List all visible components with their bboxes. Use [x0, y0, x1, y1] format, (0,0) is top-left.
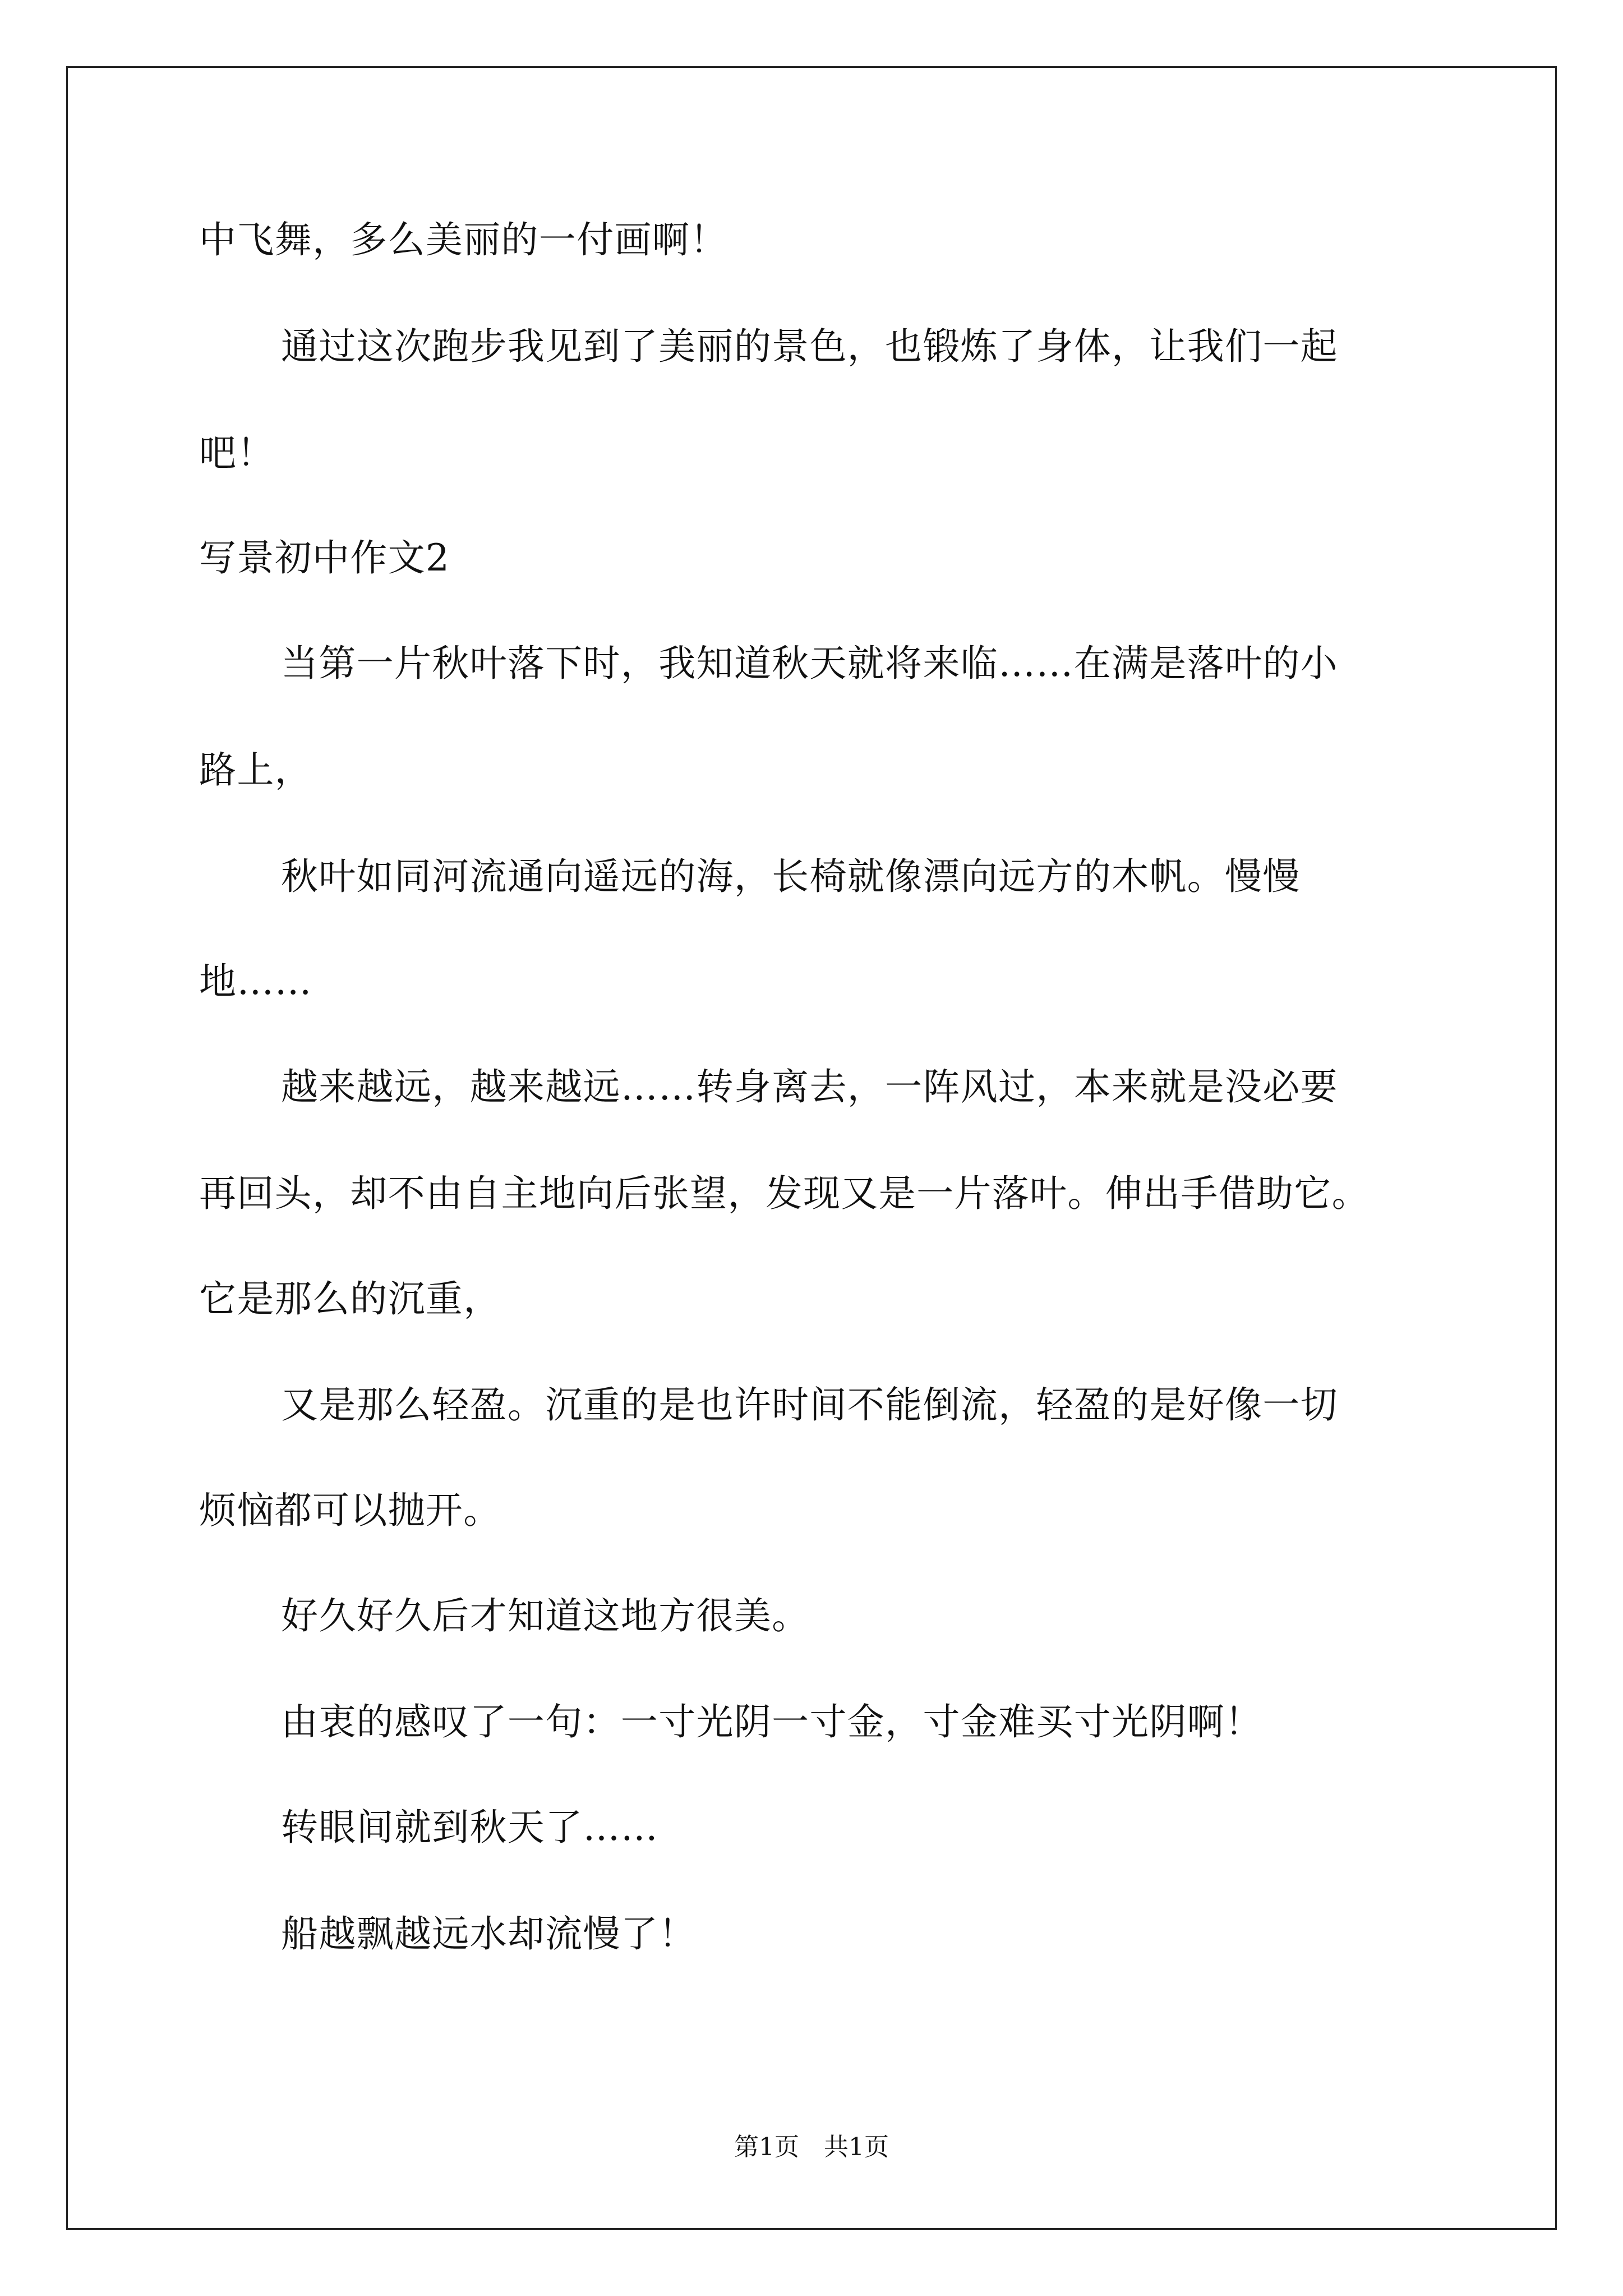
text-line: 好久好久后才知道这地方很美。	[281, 1594, 810, 1637]
text-line: 通过这次跑步我见到了美丽的景色，也锻炼了身体，让我们一起	[281, 325, 1338, 368]
text-line: 烦恼都可以抛开。	[199, 1489, 501, 1532]
text-line: 又是那么轻盈。沉重的是也许时间不能倒流，轻盈的是好像一切	[281, 1383, 1338, 1427]
page-border	[66, 66, 1557, 2230]
text-line: 地……	[199, 960, 312, 1003]
text-line: 吧！	[199, 431, 275, 475]
text-line: 路上，	[199, 748, 312, 792]
text-line: 它是那么的沉重，	[199, 1277, 501, 1320]
text-line: 再回头，却不由自主地向后张望，发现又是一片落叶。伸出手借助它。	[199, 1172, 1370, 1215]
text-line: 由衷的感叹了一句：一寸光阴一寸金，寸金难买寸光阴啊！	[281, 1700, 1263, 1743]
text-line: 秋叶如同河流通向遥远的海，长椅就像漂向远方的木帆。慢慢	[281, 855, 1301, 898]
section-heading: 写景初中作文2	[199, 536, 450, 579]
text-line: 中飞舞，多么美丽的一付画啊！	[199, 218, 728, 261]
page-number-footer: 第1页 共1页	[734, 2133, 889, 2161]
text-line: 当第一片秋叶落下时，我知道秋天就将来临……在满是落叶的小	[281, 642, 1338, 685]
text-line: 越来越远，越来越远……转身离去，一阵风过，本来就是没必要	[281, 1065, 1338, 1108]
text-line: 船越飘越远水却流慢了！	[281, 1912, 697, 1955]
text-line: 转眼间就到秋天了……	[281, 1806, 659, 1849]
document-body	[199, 218, 1433, 1955]
